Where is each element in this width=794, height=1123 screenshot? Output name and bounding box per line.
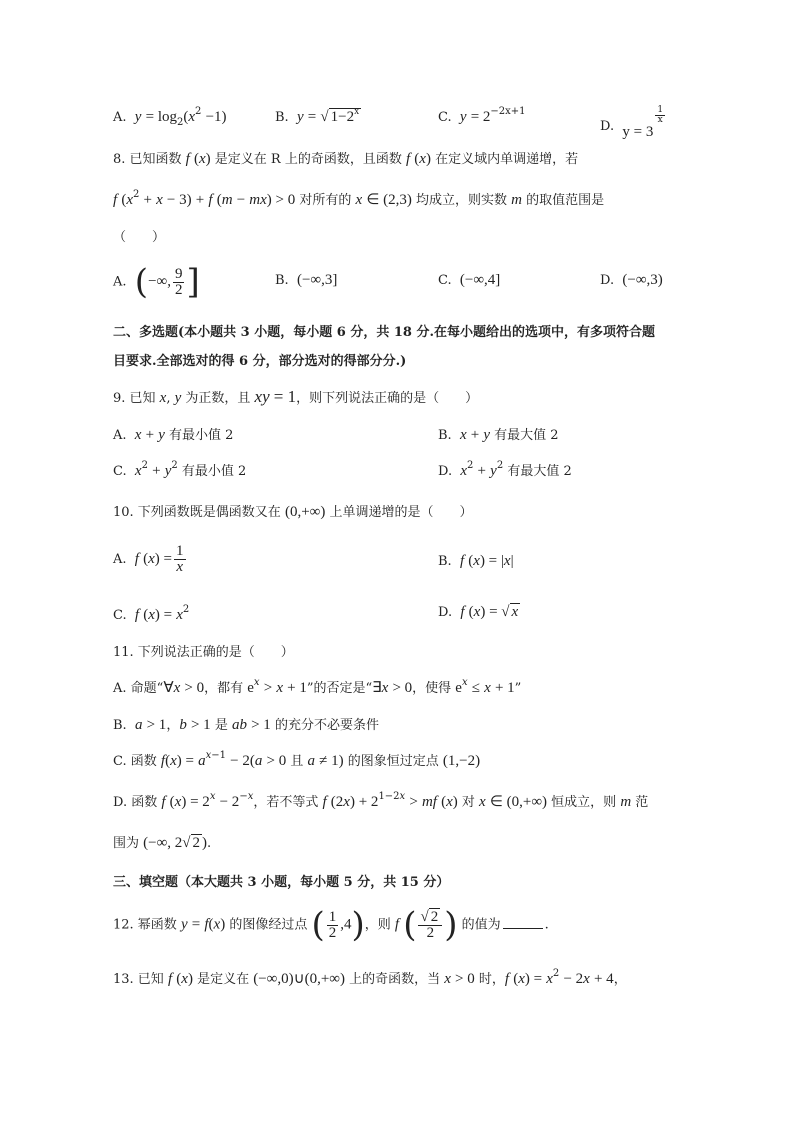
q11-option-c: C. 函数 $f(x) = a^{x-1} - 2(a > 0$ 且 a ≠ 1) 的图象恒过定点 (1,−2)	[113, 750, 481, 769]
q7-options	[113, 104, 673, 140]
q7-option-b: B. y = √ $1-2^x$	[275, 106, 360, 125]
q10-option-d: D. f (x) = √ x	[438, 604, 519, 620]
q10-stem: 10. 下列函数既是偶函数又在 (0,+∞) 上单调递增的是（ ）	[113, 504, 473, 520]
q8-option-b: B. (−∞,3]	[275, 272, 338, 288]
q12-answer-blank[interactable]	[503, 928, 543, 929]
q9-option-b: B. x + y 有最大值 2	[438, 427, 559, 443]
q10-option-c: C. f $(x) = x^2$	[113, 604, 190, 623]
q11-option-d-line1: D. 函数 f $(x) = 2^x - 2^{-x}$，若不等式 f $(2x) + 2^{1-2x}$ > mf (x) 对 x ∈ (0,+∞) 恒成立，则 m 范	[113, 791, 649, 810]
q9-option-c: C. $x^2 + y^2$ 有最小值 2	[113, 460, 247, 479]
q8-option-d: D. (−∞,3)	[600, 272, 663, 288]
q10-option-a: A. f (x) = $\frac{1}{x}$	[113, 543, 184, 575]
q7-option-c: C. $y = 2^{-2x+1}$	[438, 106, 526, 125]
q9-stem: 9. 已知 x, y 为正数，且 xy = 1，则下列说法正确的是（ ）	[113, 387, 479, 406]
q8-options	[113, 262, 673, 302]
section2-heading-line2: 目要求.全部选对的得 6 分，部分选对的得部分分.)	[113, 354, 407, 369]
q8-option-a: A. (−∞, $\frac{9}{2}$ ]	[113, 262, 200, 302]
q13-stem: 13. 已知 f (x) 是定义在 (−∞,0)∪(0,+∞) 上的奇函数，当 x > 0 时，f $(x) = x^2 - 2x + 4$，	[113, 968, 627, 987]
q8-stem-line1: 8. 已知函数 f (x) 是定义在 R 上的奇函数，且函数 f (x) 在定义域内单调递增，若	[113, 151, 579, 167]
q8-option-c: C. (−∞,4]	[438, 272, 501, 288]
section2-heading-line1: 二、多选题(本小题共 3 小题，每小题 6 分，共 18 分.在每小题给出的选项中，有多项符合题	[113, 325, 656, 340]
section3-heading: 三、填空题（本大题共 3 小题，每小题 5 分，共 15 分）	[113, 875, 450, 890]
q8-stem-line2: f $(x^2 + x - 3) + f$ (m − mx) > 0 对所有的 x ∈ (2,3) 均成立，则实数 m 的取值范围是	[113, 189, 605, 208]
q7-option-a: A. $y = \log_2(x^2 -1)$	[113, 106, 227, 128]
q11-option-d-line2: 围为 (−∞, 2√ 2 ).	[113, 835, 212, 851]
q7-option-d: D. y = 3 $\frac{1}{x}$	[600, 105, 664, 140]
q11-option-a: A. 命题“∀x > 0，都有 $e^x > x + 1$”的否定是“∃x > 0，使得 $e^x \le x + 1$”	[113, 677, 522, 696]
q9-option-d: D. $x^2 + y^2$ 有最大值 2	[438, 460, 572, 479]
q10-option-b: B. f (x) = |x|	[438, 553, 514, 569]
q11-stem: 11. 下列说法正确的是（ ）	[113, 645, 294, 660]
q12-stem: 12. 幂函数 y = f(x) 的图像经过点 ( $\frac{1}{2}$ ,4)，则 f ( $\frac{√ 2}{2}$ ) 的值为 .	[113, 905, 549, 945]
q8-paren: （ ）	[113, 230, 166, 245]
q9-option-a: A. x + y 有最小值 2	[113, 427, 234, 443]
q11-option-b: B. a > 1，b > 1 是 ab > 1 的充分不必要条件	[113, 717, 379, 733]
